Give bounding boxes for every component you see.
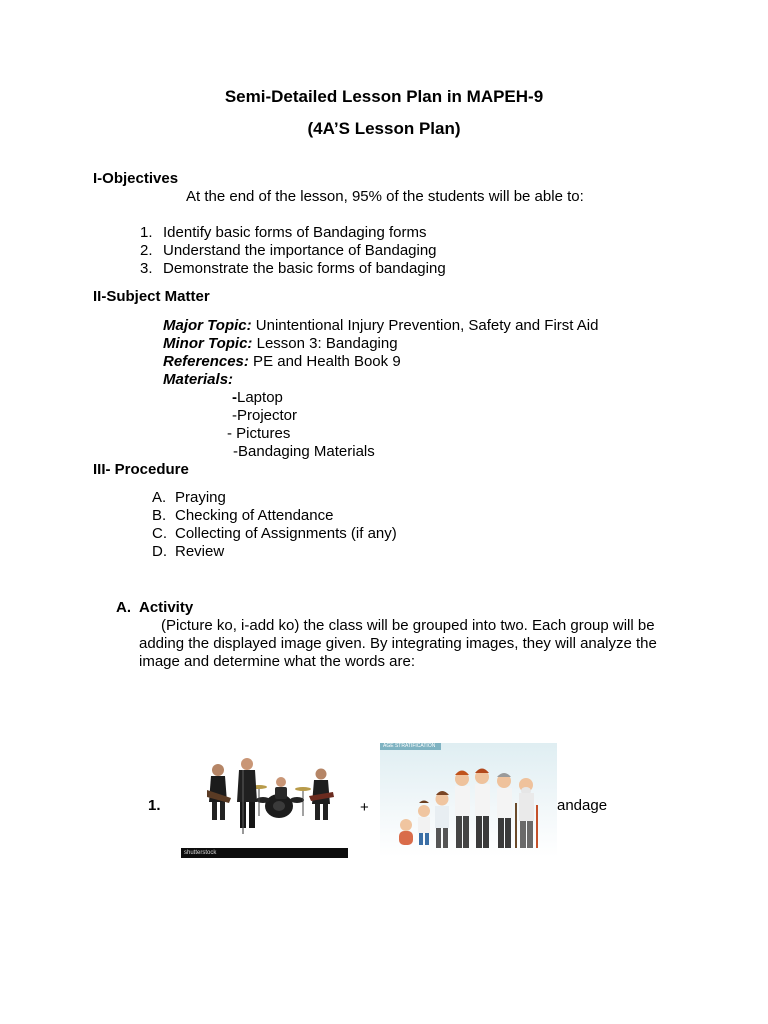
- procedure-heading: III- Procedure: [93, 461, 189, 478]
- activity-letter: A.: [116, 599, 131, 616]
- major-topic-label: Major Topic:: [163, 317, 252, 334]
- rock-band-illustration: [181, 744, 348, 858]
- objective-number: 3.: [140, 260, 153, 277]
- age-stages-illustration: [380, 743, 557, 857]
- procedure-letter: B.: [152, 507, 167, 524]
- objective-text: Understand the importance of Bandaging: [163, 242, 437, 259]
- puzzle-number: 1.: [148, 797, 161, 814]
- objectives-intro: At the end of the lesson, 95% of the students will be able to:: [186, 188, 584, 205]
- objective-text: Identify basic forms of Bandaging forms: [163, 224, 427, 241]
- references-value: PE and Health Book 9: [248, 353, 401, 370]
- procedure-text: Praying: [175, 489, 226, 506]
- page-title: Semi-Detailed Lesson Plan in MAPEH-9: [224, 87, 544, 106]
- material-item: -Bandaging Materials: [233, 443, 375, 460]
- procedure-letter: D.: [152, 543, 167, 560]
- references-line: [163, 353, 401, 371]
- references-label: References:: [163, 353, 249, 370]
- puzzle-suffix: andage: [557, 797, 608, 814]
- material-item: - Pictures: [227, 425, 291, 442]
- band-image: [181, 744, 348, 858]
- minor-topic-label: Minor Topic:: [163, 335, 253, 352]
- procedure-text: Review: [175, 543, 225, 560]
- minor-topic-value: Lesson 3: Bandaging: [252, 335, 398, 352]
- objective-text: Demonstrate the basic forms of bandaging: [163, 260, 446, 277]
- major-topic-value: Unintentional Injury Prevention, Safety and First Aid: [251, 317, 599, 334]
- activity-heading: Activity: [139, 599, 194, 616]
- subject-matter-heading: II-Subject Matter: [93, 288, 210, 305]
- procedure-letter: C.: [152, 525, 167, 542]
- objectives-heading: I-Objectives: [93, 170, 179, 187]
- activity-paragraph: (Picture ko, i-add ko) the class will be grouped into two. Each group will be adding the displayed image given. By integrating images, they will analyze the image and determine what the words are:: [139, 617, 657, 670]
- materials-label: Materials:: [163, 371, 234, 388]
- page-subtitle: (4A’S Lesson Plan): [307, 119, 461, 138]
- objective-number: 1.: [140, 224, 153, 241]
- procedure-text: Checking of Attendance: [175, 507, 334, 524]
- material-item: -Projector: [232, 407, 298, 424]
- stock-watermark: shutterstock: [184, 850, 217, 856]
- image-caption: AGE STRATIFICATION: [380, 743, 441, 750]
- objective-number: 2.: [140, 242, 153, 259]
- procedure-text: Collecting of Assignments (if any): [175, 525, 397, 542]
- procedure-letter: A.: [152, 489, 167, 506]
- minor-topic-line: [163, 335, 398, 353]
- plus-sign: +: [360, 799, 369, 816]
- major-topic-line: [163, 317, 598, 335]
- ages-image: [380, 743, 557, 857]
- material-item: -Laptop: [232, 389, 283, 406]
